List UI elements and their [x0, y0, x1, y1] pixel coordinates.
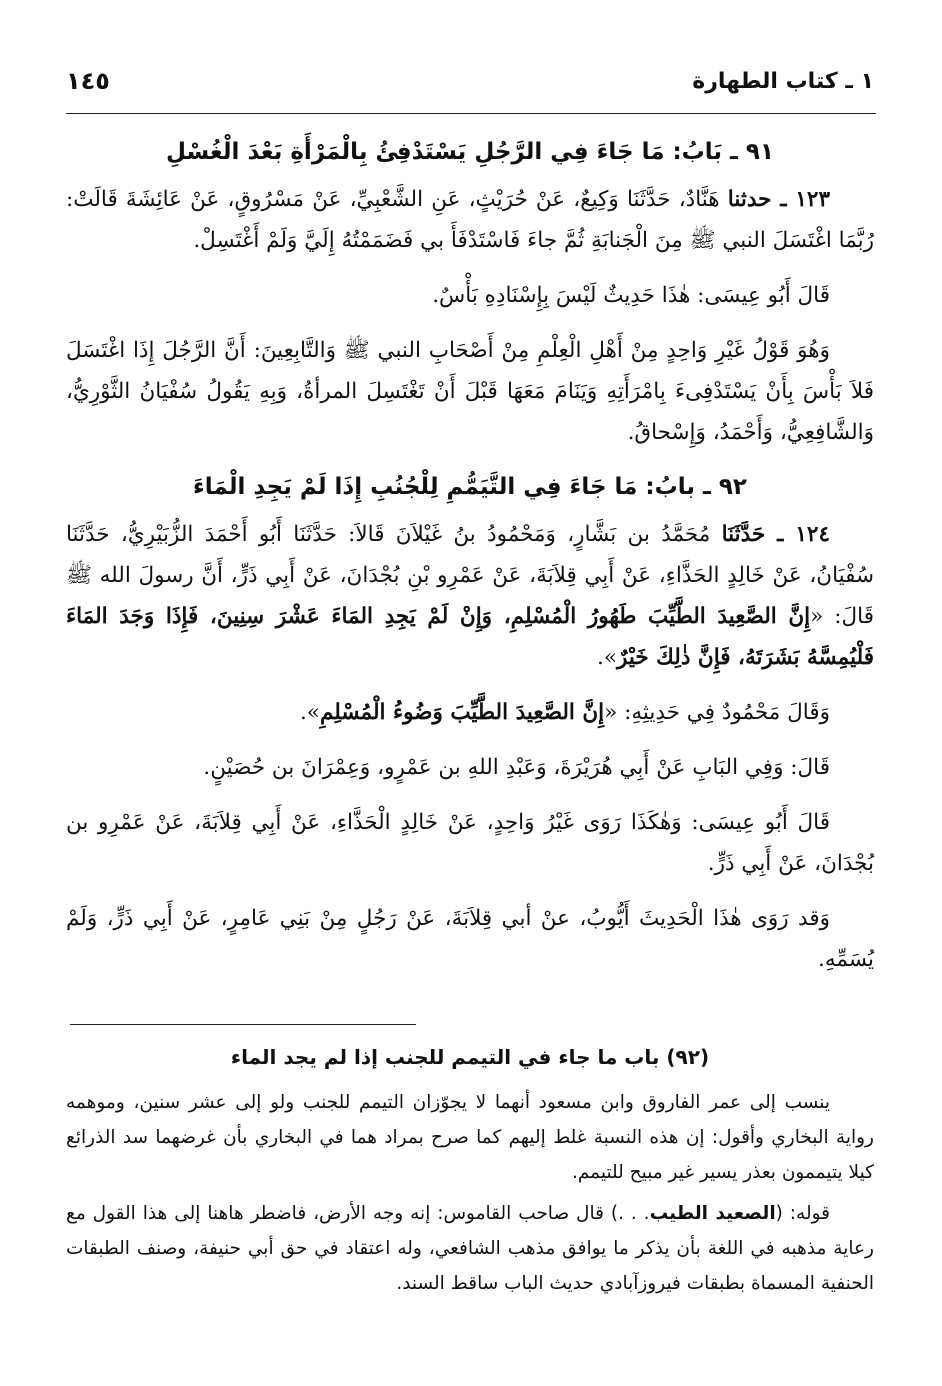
hadith-123-number: ١٢٣ ـ حدثنا	[727, 187, 830, 212]
mahmud-matn: إِنَّ الصَّعِيدَ الطَّيِّبَ وَضُوءُ الْمُسْلِمِ	[319, 700, 605, 725]
hadith-123	[66, 179, 874, 261]
header-rule	[66, 113, 876, 114]
chapter-91-title: ٩١ ـ بَابُ: مَا جَاءَ فِي الرَّجُلِ يَسْتَدْفِئُ بِالْمَرْأَةِ بَعْدَ الْغُسْلِ	[166, 139, 774, 165]
hadith-123-comment-2: وَهُوَ قَوْلُ غَيْرِ وَاحِدٍ مِنْ أَهْلِ الْعِلْمِ مِنْ أَصْحَابِ النبي ﷺ وَالتَّابِعِينَ: أَنَّ الرَّجُلَ إِذَا اغْتَسَلَ فَلاَ بَأْسَ بِأَنْ يَسْتَدْفِىءَ بِامْرَأَتِهِ وَيَنَامَ مَعَهَا قَبْلَ أَنْ تَغْتَسِلَ المرأةُ، وَبِهِ يَقُولُ سُفْيَانُ الثَّوْرِيُّ، وَالشَّافِعِيُّ، وَأَحْمَدُ، وَإِسْحاقُ.	[66, 338, 874, 445]
hadith-123-comment-1: قَالَ أَبُو عِيسَى: هٰذَا حَدِيثٌ لَيْسَ بِإِسْنَادِهِ بَأْسٌ.	[432, 283, 830, 308]
main-text	[66, 126, 874, 994]
page-header	[66, 58, 874, 104]
mahmud-version	[66, 692, 874, 733]
hadith-124-number: ١٢٤ ـ حَدَّثَنَا	[721, 522, 830, 547]
hadith-124	[66, 514, 874, 678]
footnote-paragraph-2	[66, 1196, 874, 1301]
bab-note: قَالَ: وَفِي البَابِ عَنْ أَبِي هُرَيْرَةَ، وَعَبْدِ اللهِ بن عَمْرٍو، وَعِمْرَانَ بن حُصَيْنٍ.	[203, 755, 830, 780]
abu-isa-note: قَالَ أَبُو عِيسَى: وَهٰكَذَا رَوَى غَيْرُ وَاحِدٍ، عَنْ خَالِدٍ الْحَذَّاءِ، عَنْ أَبِي قِلاَبَةَ، عَنْ عَمْرِو بن بُجْدَانَ، عَنْ أَبِي ذَرٍّ.	[66, 810, 874, 876]
chapter-92-title: ٩٢ ـ بابُ: مَا جَاءَ فِي التَّيَمُّمِ لِلْجُنُبِ إِذَا لَمْ يَجِدِ الْمَاءَ	[193, 474, 747, 500]
footnote-2-intro: قوله: (	[775, 1203, 830, 1224]
hadith-123-text: هَنَّادٌ، حَدَّثَنَا وَكِيعٌ، عَنْ حُرَيْثٍ، عَنِ الشَّعْبِيِّ، عَنْ مَسْرُوقٍ، عَنْ عَائِشَةَ قَالَتْ: رُبَّمَا اغْتَسَلَ النبي ﷺ مِنَ الْجَنابَةِ ثُمَّ جاءَ فَاسْتَدْفَأَ بي فَضَمَمْتُهُ إِلَيَّ وَلَمْ أَغْتَسِلْ.	[66, 187, 874, 253]
hadith-124-matn: إِنَّ الصَّعِيدَ الطَّيِّبَ طَهُورُ الْمُسْلِمِ، وَإِنْ لَمْ يَجِدِ المَاءَ عَشْرَ سِنِينَ، فَإِذَا وَجَدَ المَاءَ فَلْيُمِسَّهُ بَشَرَتَهُ، فَإِنَّ ذٰلِكَ خَيْرٌ	[66, 604, 874, 670]
footnote-separator	[70, 1024, 416, 1025]
footnote-paragraph-1: ينسب إلى عمر الفاروق وابن مسعود أنهما لا يجوّزان التيمم للجنب ولو إلى عشر سنين، وموهمه رواية البخاري وأقول: إن هذه النسبة غلط إليهم كما صرح بمراد هما في البخاري بأن غرضهما سد الذرائع كيلا يتيممون بعذر يسير غير مبيح للتيمم.	[66, 1092, 874, 1183]
book-title: ١ ـ كتاب الطهارة	[692, 68, 874, 94]
footnotes	[66, 1040, 874, 1307]
footnote-title: (٩٢) باب ما جاء في التيمم للجنب إذا لم يجد الماء	[230, 1045, 710, 1069]
page-number: ١٤٥	[66, 67, 110, 95]
ayyub-note: وَقد رَوَى هٰذَا الْحَدِيثَ أَيُّوبُ، عنْ أبي قِلاَبَةَ، عَنْ رَجُلٍ مِنْ بَنِي عَامِرٍ، عَنْ أَبِي ذَرٍّ، وَلَمْ يُسَمِّهِ.	[66, 906, 874, 972]
hadith-124-end: ».	[597, 645, 618, 670]
hadith-124-isnad: مُحَمَّدُ بن بَشَّارٍ، وَمَحْمُودُ بنُ غَيْلاَنَ قَالاَ: حَدَّثَنَا أَبُو أَحْمَدَ الزُّبَيْرِيُّ، حَدَّثَنَا سُفْيَانُ، عَنْ خَالِدٍ الحَذَّاءِ، عَنْ أَبِي قِلاَبَةَ، عَنْ عَمْرِو بْنِ بُجْدَانَ، عَنْ أَبِي ذَرٍّ، أَنَّ رسولَ الله ﷺ قَالَ: «	[66, 522, 874, 629]
mahmud-intro: وَقَالَ مَحْمُودٌ فِي حَدِيثِهِ: «	[604, 700, 830, 725]
mahmud-end: ».	[299, 700, 320, 725]
footnote-2-text: . . .) قال صاحب القاموس: إنه وجه الأرض، فاضطر هاهنا إلى هذا القول مع رعاية مذهبه في اللغة بأن يذكر ما يوافق مذهب الشافعي، وله اعتقاد في حق أبي حنيفة، وصنف الطبقات الحنفية المسماة بطبقات فيروزآبادي حديث الباب ساقط السند.	[66, 1203, 874, 1294]
footnote-2-term: الصعيد الطيب	[649, 1203, 776, 1224]
